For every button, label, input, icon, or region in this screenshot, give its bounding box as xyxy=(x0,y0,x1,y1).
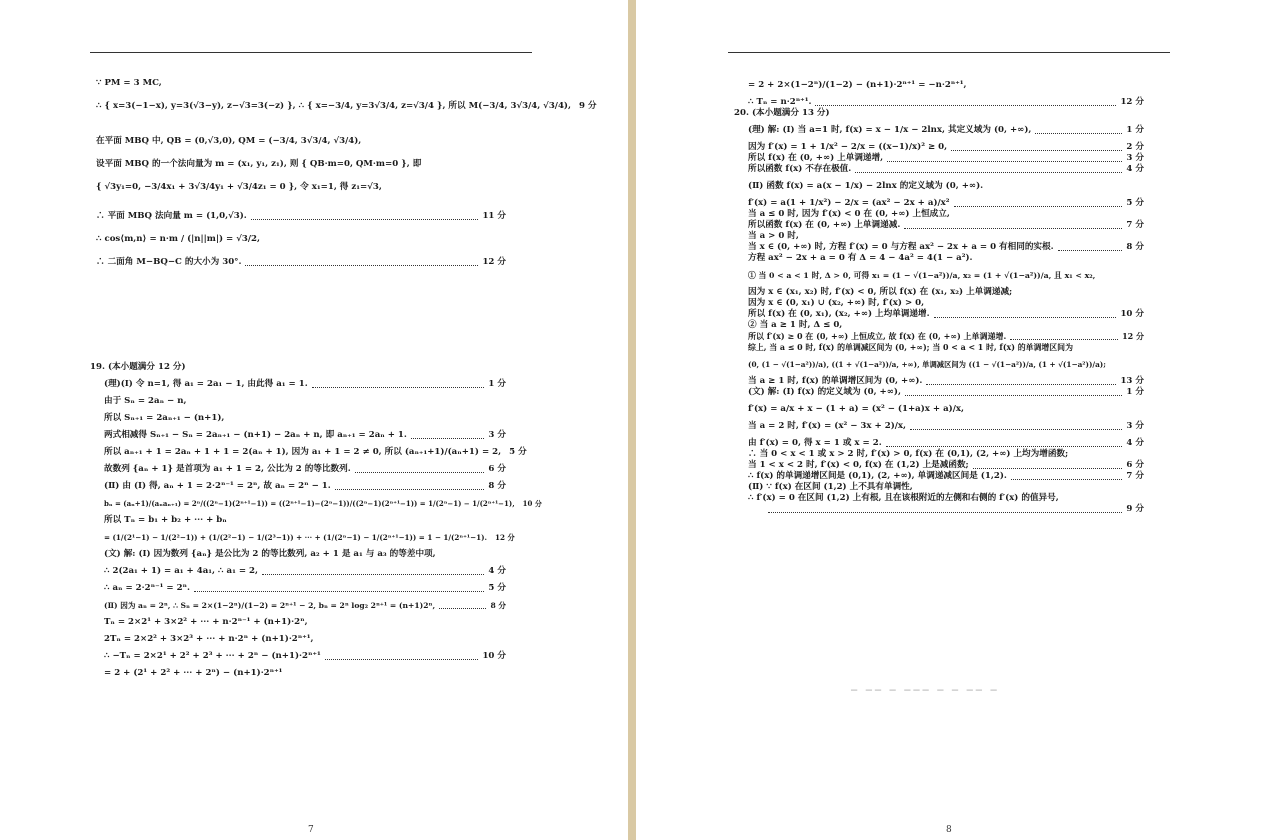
score-mark: 9 分 xyxy=(1126,504,1144,514)
text-line: 当 a ≥ 1 时, f(x) 的单调增区间为 (0, +∞). 13 分 xyxy=(748,376,1144,386)
text-line: (文) 解: (Ⅰ) 因为数列 {aₙ} 是公比为 2 的等比数列, a₂ + 1 是 a₁ 与 a₃ 的等差中项, xyxy=(104,549,436,559)
text-line: 在平面 MBQ 中, QB = (0,√3,0), QM = (−3/4, 3√3/4, √3/4), xyxy=(96,136,362,146)
score-mark: 7 分 xyxy=(1126,471,1144,481)
text-line: 所以 f(x) 在 (0, +∞) 上单调递增, 3 分 xyxy=(748,153,1144,163)
text-line: 当 a = 2 时, f′(x) = (x² − 3x + 2)/x, 3 分 xyxy=(748,421,1144,431)
text-line: f′(x) = a(1 + 1/x²) − 2/x = (ax² − 2x + a)/x² 5 分 xyxy=(748,198,1144,208)
text-line: 综上, 当 a ≤ 0 时, f(x) 的单调减区间为 (0, +∞); 当 0 < a < 1 时, f(x) 的单调增区间为 xyxy=(748,343,1073,352)
scan-smudge: ▔ ▔▔ ▔ ▔▔▔ ▔ ▔ ▔▔ ▔ xyxy=(851,690,1000,699)
text-line: (Ⅱ) ∵ f(x) 在区间 (1,2) 上不具有单调性, xyxy=(748,482,913,492)
text-line: ① 当 0 < a < 1 时, Δ > 0, 可得 x₁ = (1 − √(1−a²))/a, x₂ = (1 + √(1−a²))/a, 且 x₁ < x₂, xyxy=(748,271,1096,280)
text-line: { √3y₁=0, −3/4x₁ + 3√3/4y₁ + √3/4z₁ = 0 }, 令 x₁=1, 得 z₁=√3, xyxy=(96,182,382,192)
text-line: 所以 f(x) 在 (0, x₁), (x₂, +∞) 上均单调递增. 10 分 xyxy=(748,309,1144,319)
header-rule xyxy=(728,52,1170,53)
score-mark: 4 分 xyxy=(488,566,506,576)
answer-text-block xyxy=(734,80,1144,515)
text-line: f′(x) = a/x + x − (1 + a) = (x² − (1+a)x + a)/x, xyxy=(748,404,964,414)
score-mark: 8 分 xyxy=(488,481,506,491)
text-line: ∴ 二面角 M−BQ−C 的大小为 30°. 12 分 xyxy=(96,257,506,267)
score-mark: 6 分 xyxy=(1126,460,1144,470)
score-mark: 5 分 xyxy=(1126,198,1144,208)
text-line: ∴ f(x) 的单调递增区间是 (0,1), (2, +∞), 单调递减区间是 (1,2). 7 分 xyxy=(748,471,1144,481)
text-line: = 2 + 2×(1−2ⁿ)/(1−2) − (n+1)·2ⁿ⁺¹ = −n·2ⁿ⁺¹, xyxy=(748,80,967,90)
score-mark: 10 分 xyxy=(522,499,542,508)
text-line: 由 f′(x) = 0, 得 x = 1 或 x = 2. 4 分 xyxy=(748,438,1144,448)
text-line: (Ⅱ) 由 (Ⅰ) 得, aₙ + 1 = 2·2ⁿ⁻¹ = 2ⁿ, 故 aₙ = 2ⁿ − 1. 8 分 xyxy=(104,481,506,491)
text-line: ∴ aₙ = 2·2ⁿ⁻¹ = 2ⁿ. 5 分 xyxy=(104,583,506,593)
text-line: 所以 f′(x) ≥ 0 在 (0, +∞) 上恒成立, 故 f(x) 在 (0, +∞) 上单调递增. 12 分 xyxy=(748,331,1144,341)
score-mark: 3 分 xyxy=(488,430,506,440)
text-line: ∴ 当 0 < x < 1 或 x > 2 时, f′(x) > 0, f(x) 在 (0,1), (2, +∞) 上均为增函数; xyxy=(748,449,1069,459)
score-mark: 9 分 xyxy=(579,101,597,111)
document-page-left xyxy=(0,0,628,840)
score-mark: 1 分 xyxy=(1126,125,1144,135)
text-line: bₙ = (aₙ+1)/(aₙaₙ₊₁) = 2ⁿ/((2ⁿ−1)(2ⁿ⁺¹−1)) = ((2ⁿ⁺¹−1)−(2ⁿ−1))/((2ⁿ−1)(2ⁿ⁺¹−1)) = 1/(2ⁿ−1) − 1/(2ⁿ⁺¹−1), 10 分 xyxy=(104,499,542,508)
score-mark: 10 分 xyxy=(1120,309,1144,319)
score-mark: 5 分 xyxy=(509,447,527,457)
text-line: 当 1 < x < 2 时, f′(x) < 0, f(x) 在 (1,2) 上是减函数; 6 分 xyxy=(748,460,1144,470)
text-line: ∴ 平面 MBQ 法向量 m = (1,0,√3). 11 分 xyxy=(96,211,506,221)
text-line: (0, (1 − √(1−a²))/a), ((1 + √(1−a²))/a, +∞), 单调减区间为 ((1 − √(1−a²))/a, (1 + √(1−a²))/a); xyxy=(748,360,1106,369)
page-number: 8 xyxy=(946,825,952,835)
text-line: = 2 + (2¹ + 2² + ··· + 2ⁿ) − (n+1)·2ⁿ⁺¹ xyxy=(104,668,283,678)
text-line: (Ⅱ) 函数 f(x) = a(x − 1/x) − 2lnx 的定义域为 (0, +∞). xyxy=(748,181,984,191)
text-line: (理) 解: (Ⅰ) 当 a=1 时, f(x) = x − 1/x − 2lnx, 其定义域为 (0, +∞), 1 分 xyxy=(748,125,1144,135)
score-mark: 13 分 xyxy=(1120,376,1144,386)
page-gutter xyxy=(628,0,636,840)
header-rule xyxy=(90,52,532,53)
page-number: 7 xyxy=(308,825,314,835)
text-line: 两式相减得 Sₙ₊₁ − Sₙ = 2aₙ₊₁ − (n+1) − 2aₙ + n, 即 aₙ₊₁ = 2aₙ + 1. 3 分 xyxy=(104,430,506,440)
text-line: ∴ −Tₙ = 2×2¹ + 2² + 2³ + ··· + 2ⁿ − (n+1)·2ⁿ⁺¹ 10 分 xyxy=(104,651,506,661)
text-line: (理)(Ⅰ) 令 n=1, 得 a₁ = 2a₁ − 1, 由此得 a₁ = 1. 1 分 xyxy=(104,379,506,389)
score-mark: 4 分 xyxy=(1126,164,1144,174)
text-line: 因为 x ∈ (x₁, x₂) 时, f′(x) < 0, 所以 f(x) 在 (x₁, x₂) 上单调递减; xyxy=(748,287,1013,297)
score-mark: 12 分 xyxy=(482,257,506,267)
text-line: 所以 Sₙ₊₁ = 2aₙ₊₁ − (n+1), xyxy=(104,413,225,423)
text-line: 当 a > 0 时, xyxy=(748,231,799,241)
score-mark: 2 分 xyxy=(1126,142,1144,152)
text-line: 因为 f′(x) = 1 + 1/x² − 2/x = ((x−1)/x)² ≥ 0, 2 分 xyxy=(748,142,1144,152)
score-mark: 12 分 xyxy=(495,533,515,542)
text-line: 故数列 {aₙ + 1} 是首项为 a₁ + 1 = 2, 公比为 2 的等比数列. 6 分 xyxy=(104,464,506,474)
score-mark: 6 分 xyxy=(488,464,506,474)
score-mark: 4 分 xyxy=(1126,438,1144,448)
score-mark: 8 分 xyxy=(1126,242,1144,252)
text-line xyxy=(734,504,1144,515)
text-line: ∴ cos⟨m,n⟩ = n·m / (|n||m|) = √3/2, xyxy=(96,234,260,244)
text-line: ∵ PM = 3 MC, xyxy=(96,78,162,88)
text-line: 当 x ∈ (0, +∞) 时, 方程 f′(x) = 0 与方程 ax² − 2x + a = 0 有相同的实根. 8 分 xyxy=(748,242,1144,252)
text-line: 因为 x ∈ (0, x₁) ∪ (x₂, +∞) 时, f′(x) > 0, xyxy=(748,298,925,308)
text-line: 所以函数 f(x) 不存在极值. 4 分 xyxy=(748,164,1144,174)
score-mark: 5 分 xyxy=(488,583,506,593)
text-line: 所以函数 f(x) 在 (0, +∞) 上单调递减. 7 分 xyxy=(748,220,1144,230)
text-line: = (1/(2¹−1) − 1/(2²−1)) + (1/(2²−1) − 1/(2³−1)) + ··· + (1/(2ⁿ−1) − 1/(2ⁿ⁺¹−1)) = 1 − 1/(2ⁿ⁺¹−1). 12 分 xyxy=(104,533,515,542)
score-mark: 11 分 xyxy=(482,211,506,221)
text-line: 所以 aₙ₊₁ + 1 = 2aₙ + 1 + 1 = 2(aₙ + 1), 因为 a₁ + 1 = 2 ≠ 0, 所以 (aₙ₊₁+1)/(aₙ+1) = 2, 5 分 xyxy=(104,447,527,457)
score-mark: 3 分 xyxy=(1126,421,1144,431)
text-line: ∴ { x=3(−1−x), y=3(√3−y), z−√3=3(−z) }, ∴ { x=−3/4, y=3√3/4, z=√3/4 }, 所以 M(−3/4, 3√3/4, √3/4), 9 分 xyxy=(96,101,597,111)
text-line: 设平面 MBQ 的一个法向量为 m = (x₁, y₁, z₁), 则 { QB·m=0, QM·m=0 }, 即 xyxy=(96,159,422,169)
answer-text-block xyxy=(96,78,597,274)
score-mark: 1 分 xyxy=(1126,387,1144,397)
document-page-right xyxy=(636,0,1265,840)
text-line: 由于 Sₙ = 2aₙ − n, xyxy=(104,396,187,406)
text-line: 所以 Tₙ = b₁ + b₂ + ··· + bₙ xyxy=(104,515,227,525)
text-line: 2Tₙ = 2×2² + 3×2³ + ··· + n·2ⁿ + (n+1)·2ⁿ⁺¹, xyxy=(104,634,314,644)
score-mark: 12 分 xyxy=(1122,331,1144,341)
text-line: 当 a ≤ 0 时, 因为 f′(x) < 0 在 (0, +∞) 上恒成立, xyxy=(748,209,950,219)
text-line: 方程 ax² − 2x + a = 0 有 Δ = 4 − 4a² = 4(1 − a²). xyxy=(748,253,973,263)
section-heading: 20. (本小题满分 13 分) xyxy=(734,108,830,118)
text-line: ∴ Tₙ = n·2ⁿ⁺¹. 12 分 xyxy=(748,97,1144,107)
score-mark: 1 分 xyxy=(488,379,506,389)
text-line: Tₙ = 2×2¹ + 3×2² + ··· + n·2ⁿ⁻¹ + (n+1)·2ⁿ, xyxy=(104,617,308,627)
text-line: ② 当 a ≥ 1 时, Δ ≤ 0, xyxy=(748,320,843,330)
answer-text-block xyxy=(90,362,542,679)
score-mark: 3 分 xyxy=(1126,153,1144,163)
score-mark: 8 分 xyxy=(490,601,506,610)
score-mark: 12 分 xyxy=(1120,97,1144,107)
score-mark: 10 分 xyxy=(482,651,506,661)
section-heading: 19. (本小题满分 12 分) xyxy=(90,362,186,372)
text-line: (Ⅱ) 因为 aₙ = 2ⁿ, ∴ Sₙ = 2×(1−2ⁿ)/(1−2) = 2ⁿ⁺¹ − 2, bₙ = 2ⁿ log₂ 2ⁿ⁺¹ = (n+1)2ⁿ, 8 分 xyxy=(104,601,506,610)
score-mark: 7 分 xyxy=(1126,220,1144,230)
text-line: (文) 解: (Ⅰ) f(x) 的定义域为 (0, +∞), 1 分 xyxy=(748,387,1144,397)
text-line: ∴ f′(x) = 0 在区间 (1,2) 上有根, 且在该根附近的左侧和右侧的 f′(x) 的值异号, xyxy=(748,493,1059,503)
text-line: ∴ 2(2a₁ + 1) = a₁ + 4a₁, ∴ a₁ = 2, 4 分 xyxy=(104,566,506,576)
